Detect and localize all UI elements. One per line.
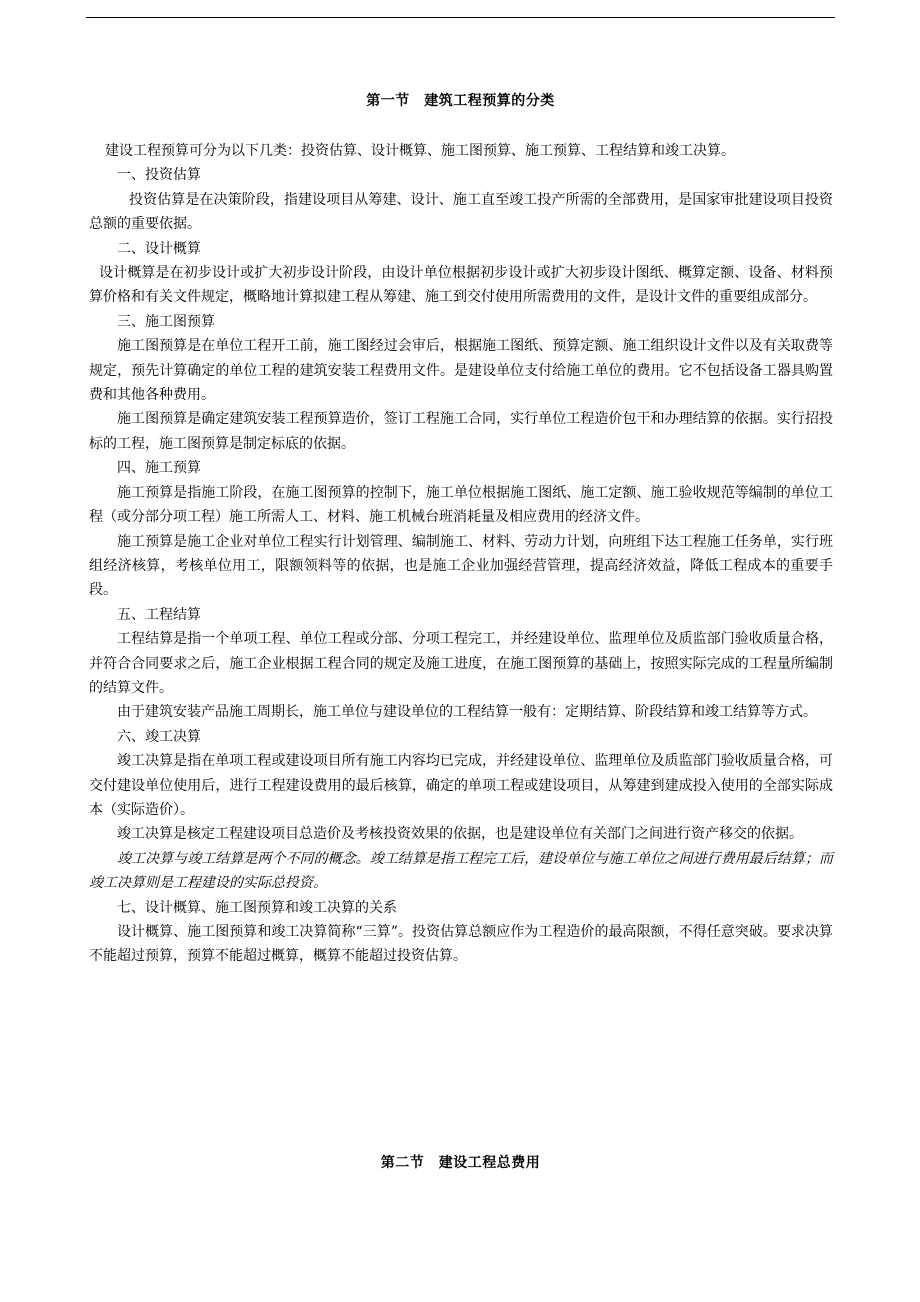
section-1-title: 第一节 建筑工程预算的分类 xyxy=(366,93,555,109)
section-1-body xyxy=(89,139,833,969)
subheading-project-settlement: 五、工程结算 xyxy=(117,606,201,623)
subheading-construction-drawing-budget: 三、施工图预算 xyxy=(117,313,215,330)
section-2-title: 第二节 建设工程总费用 xyxy=(380,1155,541,1171)
subheading-final-accounts: 六、竣工决算 xyxy=(117,728,201,745)
subheading-relationship: 七、设计概算、施工图预算和竣工决算的关系 xyxy=(117,899,397,916)
paragraph-investment-estimate: 投资估算是在决策阶段，指建设项目从筹建、设计、施工直至竣工投产所需的全部费用，是国家审批建设项目投资总额的重要依据。 xyxy=(89,191,833,233)
subheading-investment-estimate: 一、投资估算 xyxy=(117,167,201,184)
paragraph-construction-drawing-budget-1: 施工图预算是在单位工程开工前，施工图经过会审后，根据施工图纸、预算定额、施工组织设计文件以及有关取费等规定，预先计算确定的单位工程的建筑安装工程费用文件。是建设单位支付给施工单位的费用。它不包括设备工器具购置费和其他各种费用。 xyxy=(89,338,833,404)
subheading-design-estimate: 二、设计概算 xyxy=(117,240,201,257)
header-rule xyxy=(86,17,835,18)
paragraph-relationship: 设计概算、施工图预算和竣工决算简称“三算”。投资估算总额应作为工程造价的最高限额，不得任意突破。要求决算不能超过预算，预算不能超过概算，概算不能超过投资估算。 xyxy=(89,924,833,965)
paragraph-construction-budget-1: 施工预算是指施工阶段，在施工图预算的控制下，施工单位根据施工图纸、施工定额、施工验收规范等编制的单位工程（或分部分项工程）施工所需人工、材料、施工机械台班消耗量及相应费用的经济文件。 xyxy=(89,484,833,526)
subheading-construction-budget: 四、施工预算 xyxy=(117,460,201,477)
paragraph-construction-drawing-budget-2: 施工图预算是确定建筑安装工程预算造价，签订工程施工合同，实行单位工程造价包干和办理结算的依据。实行招投标的工程，施工图预算是制定标底的依据。 xyxy=(89,411,833,452)
paragraph-design-estimate: 设计概算是在初步设计或扩大初步设计阶段，由设计单位根据初步设计或扩大初步设计图纸、概算定额、设备、材料预算价格和有关文件规定，概略地计算拟建工程从筹建、施工到交付使用所需费用的文件，是设计文件的重要组成部分。 xyxy=(89,265,833,306)
paragraph-project-settlement-2: 由于建筑安装产品施工周期长，施工单位与建设单位的工程结算一般有：定期结算、阶段结算和竣工结算等方式。 xyxy=(117,704,817,721)
paragraph-construction-budget-2: 施工预算是施工企业对单位工程实行计划管理、编制施工、材料、劳动力计划，向班组下达工程施工任务单，实行班组经济核算，考核单位用工，限额领料等的依据，也是施工企业加强经营管理，提高经济效益，降低工程成本的重要手段。 xyxy=(89,533,833,599)
paragraph-final-accounts-1: 竣工决算是指在单项工程或建设项目所有施工内容均已完成，并经建设单位、监理单位及质监部门验收质量合格，可交付建设单位使用后，进行工程建设费用的最后核算，确定的单项工程或建设项目，从筹建到建成投入使用的全部实际成本（实际造价）。 xyxy=(89,753,833,818)
paragraph-final-accounts-2: 竣工决算是核定工程建设项目总造价及考核投资效果的依据，也是建设单位有关部门之间进行资产移交的依据。 xyxy=(117,826,803,843)
paragraph-final-accounts-note: 竣工决算与竣工结算是两个不同的概念。竣工结算是指工程完工后，建设单位与施工单位之间进行费用最后结算；而竣工决算则是工程建设的实际总投资。 xyxy=(89,850,833,892)
paragraph-project-settlement-1: 工程结算是指一个单项工程、单位工程或分部、分项工程完工，并经建设单位、监理单位及质监部门验收质量合格，并符合合同要求之后，施工企业根据工程合同的规定及施工进度，在施工图预算的基础上，按照实际完成的工程量所编制的结算文件。 xyxy=(89,631,833,696)
intro-paragraph: 建设工程预算可分为以下几类：投资估算、设计概算、施工图预算、施工预算、工程结算和竣工决算。 xyxy=(105,143,735,159)
